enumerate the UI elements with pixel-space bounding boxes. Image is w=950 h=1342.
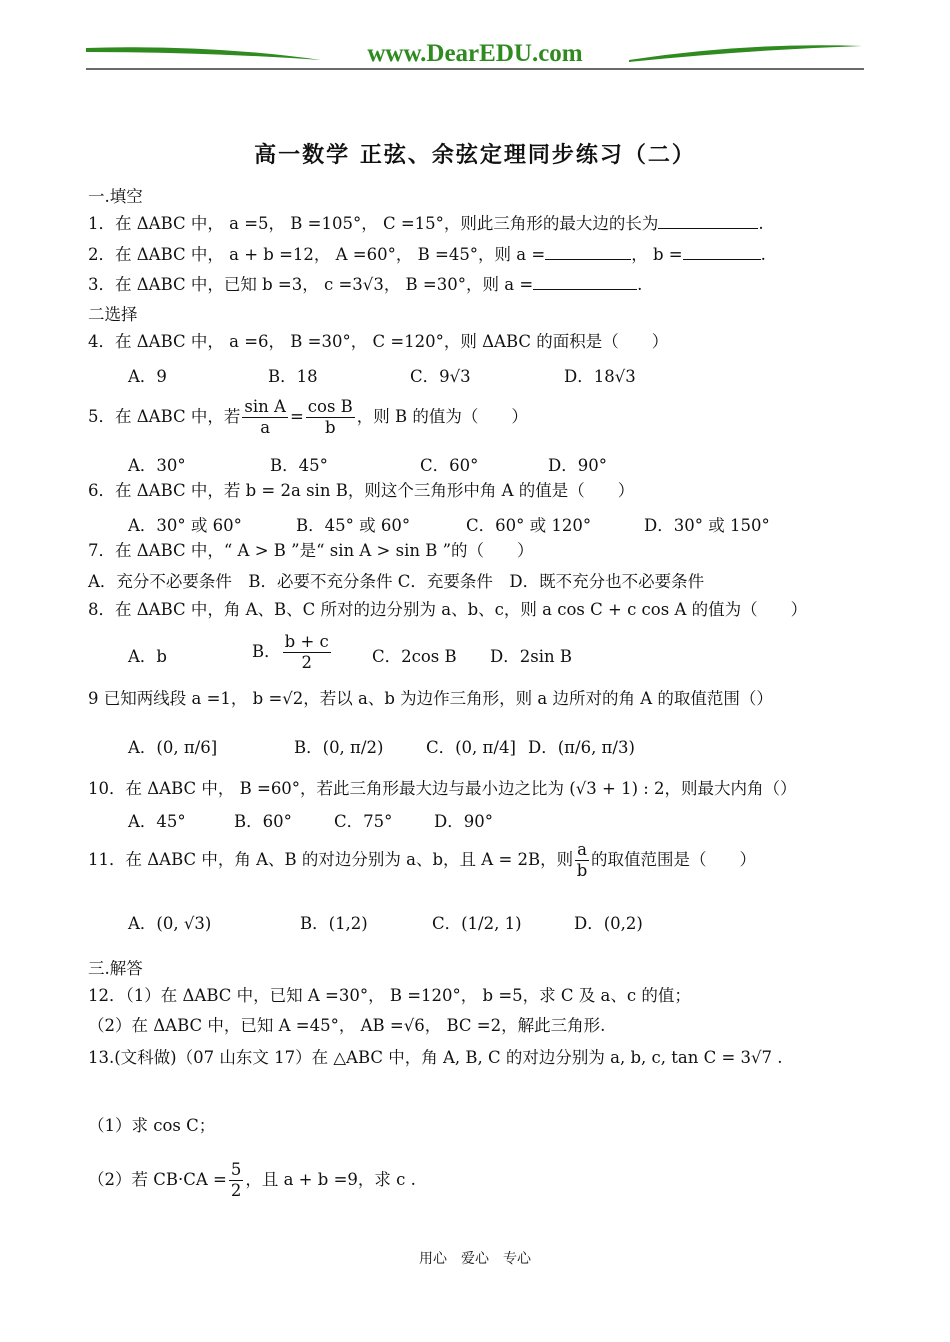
q7-options: A．充分不必要条件 B．必要不充分条件 C．充要条件 D．既不充分也不必要条件: [88, 572, 705, 591]
q9-option-c: C．(0, π/4]: [426, 738, 516, 757]
q6-option-d: D．30° 或 150°: [644, 516, 770, 535]
q9-option-b: B．(0, π/2): [294, 738, 384, 757]
question-6: 6．在 ΔABC 中，若 b = 2a sin B，则这个三角形中角 A 的值是（ ）: [88, 481, 635, 500]
section-choice: 二选择: [88, 305, 138, 324]
q4-option-b: B．18: [268, 367, 318, 386]
page-title: 高一数学 正弦、余弦定理同步练习（二）: [254, 143, 696, 168]
q11-option-c: C．(1/2, 1): [432, 914, 522, 933]
q10-option-b: B．60°: [234, 812, 292, 831]
q5-option-c: C．60°: [420, 456, 479, 475]
q10-option-d: D．90°: [434, 812, 493, 831]
q8-option-a: A．b: [128, 647, 167, 666]
q4-option-c: C．9√3: [410, 367, 471, 386]
question-12-part-2: （2）在 ΔABC 中，已知 A =45°， AB =√6， BC =2，解此三角形.: [88, 1016, 606, 1035]
question-4: 4．在 ΔABC 中， a =6， B =30°， C =120°，则 ΔABC 的面积是（ ）: [88, 332, 669, 351]
question-5: 5．在 ΔABC 中，若 $\frac{\text{sin A}}{a}$ = $\frac{\text{cos B}}{b}$ ，则 B 的值为（ ）: [88, 397, 528, 437]
question-3: 3．在 ΔABC 中，已知 b =3， c =3√3， B =30°，则 a = .: [88, 275, 643, 294]
q11-option-a: A．(0, √3): [128, 914, 212, 933]
question-10: 10．在 ΔABC 中， B =60°，若此三角形最大边与最小边之比为 (√3 + 1) : 2，则最大内角（）: [88, 779, 797, 798]
q10-option-a: A．45°: [128, 812, 186, 831]
section-fill-blank: 一.填空: [88, 187, 143, 206]
q6-option-a: A．30° 或 60°: [128, 516, 242, 535]
q11-option-b: B．(1,2): [300, 914, 368, 933]
q4-option-d: D．18√3: [564, 367, 636, 386]
question-9: 9 已知两线段 a =1， b =√2，若以 a、b 为边作三角形，则 a 边所对的角 A 的取值范围（）: [88, 689, 773, 708]
q5-option-b: B．45°: [270, 456, 328, 475]
question-13-part-1: （1）求 cos C；: [88, 1116, 216, 1135]
site-url: www.DearEDU.com: [367, 40, 583, 67]
question-11: 11．在 ΔABC 中，角 A、B 的对边分别为 a、b，且 A = 2B，则 $\frac{a}{b}$ 的取值范围是（ ）: [88, 840, 756, 880]
question-13-part-2: （2）若 CB·CA = $\frac{5}{2}$ ，且 a + b =9，求 c .: [88, 1160, 416, 1200]
section-solve: 三.解答: [88, 959, 143, 978]
question-13: 13.(文科做)（07 山东文 17）在 △ABC 中，角 A, B, C 的对边分别为 a, b, c, tan C = 3√7 .: [88, 1048, 783, 1067]
question-7: 7．在 ΔABC 中，“ A > B ”是“ sin A > sin B ”的（ ）: [88, 541, 534, 560]
q6-option-b: B．45° 或 60°: [296, 516, 411, 535]
question-2: 2．在 ΔABC 中， a + b =12， A =60°， B =45°，则 a = ， b = .: [88, 245, 766, 264]
q10-option-c: C．75°: [334, 812, 393, 831]
q5-option-a: A．30°: [128, 456, 186, 475]
q9-option-d: D．(π/6, π/3): [528, 738, 635, 757]
q8-option-d: D．2sin B: [490, 647, 572, 666]
q8-option-c: C．2cos B: [372, 647, 457, 666]
q4-option-a: A．9: [128, 367, 167, 386]
q5-option-d: D．90°: [548, 456, 607, 475]
question-1: 1．在 ΔABC 中， a =5， B =105°， C =15°，则此三角形的最大边的长为 .: [88, 214, 764, 233]
q6-option-c: C．60° 或 120°: [466, 516, 592, 535]
page-footer: 用心 爱心 专心: [419, 1251, 531, 1267]
q8-option-b: B． $\frac{b + c}{2}$: [252, 632, 329, 672]
question-8: 8．在 ΔABC 中，角 A、B、C 所对的边分别为 a、b、c，则 a cos C + c cos A 的值为（ ）: [88, 600, 808, 619]
q9-option-a: A．(0, π/6]: [128, 738, 218, 757]
site-header-banner: [86, 38, 864, 72]
question-12-part-1: 12．（1）在 ΔABC 中，已知 A =30°， B =120°， b =5，求 C 及 a、c 的值；: [88, 986, 691, 1005]
q11-option-d: D．(0,2): [574, 914, 643, 933]
